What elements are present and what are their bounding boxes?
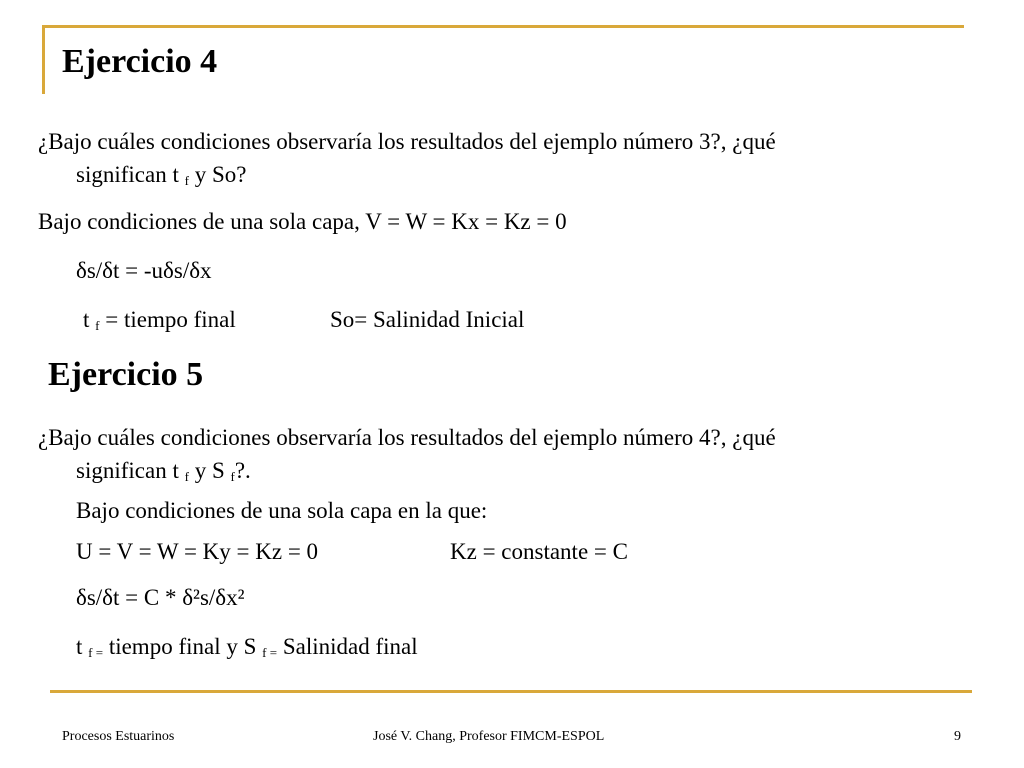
question-2-sub-f-1: f	[184, 469, 189, 484]
equation-2: δs/δt = C * δ²s/δx²	[76, 585, 245, 610]
question-1-text-b: y So?	[188, 162, 247, 187]
definition-1-tf	[83, 306, 236, 334]
conditions-2-a: U = V = W = Ky = Kz = 0	[76, 539, 319, 564]
definition-2-text-a: tiempo final y S	[103, 634, 263, 659]
question-2-sub-f-2: f	[230, 469, 235, 484]
conditions-2-b: Kz = constante = C	[450, 539, 628, 564]
definition-1-t: t	[83, 307, 96, 332]
definition-2-t: t	[76, 634, 89, 659]
top-accent-line	[42, 25, 964, 28]
question-1-line-2	[76, 161, 246, 189]
question-2-text-c: ?.	[234, 458, 251, 483]
definition-2-text-b: Salinidad final	[277, 634, 418, 659]
question-1-text-a: significan t	[76, 162, 185, 187]
definition-1-text: = tiempo final	[99, 307, 236, 332]
definition-2-sub-f-1: f =	[88, 645, 104, 660]
definition-1-so: So= Salinidad Inicial	[330, 307, 525, 332]
footer-author: José V. Chang, Profesor FIMCM-ESPOL	[373, 729, 605, 744]
definition-1-sub-f: f	[95, 318, 100, 333]
question-2-line-2	[76, 457, 251, 485]
bottom-accent-line	[50, 690, 972, 693]
footer-page-number: 9	[954, 729, 961, 744]
equation-1: δs/δt = -uδs/δx	[76, 258, 212, 283]
question-1-sub-f: f	[184, 173, 189, 188]
question-2-text-a: significan t	[76, 458, 185, 483]
title-ejercicio-5: Ejercicio 5	[48, 356, 204, 393]
left-accent-line	[42, 26, 45, 94]
question-2-line-1: ¿Bajo cuáles condiciones observaría los resultados del ejemplo número 4?, ¿qué	[38, 425, 776, 450]
title-ejercicio-4: Ejercicio 4	[62, 43, 218, 80]
footer-course: Procesos Estuarinos	[62, 729, 175, 744]
answer-1: Bajo condiciones de una sola capa, V = W = Kx = Kz = 0	[38, 209, 567, 234]
definition-2-sub-f-2: f =	[262, 645, 278, 660]
definition-2	[76, 633, 418, 661]
question-2-text-b: y S	[188, 458, 231, 483]
question-1-line-1: ¿Bajo cuáles condiciones observaría los resultados del ejemplo número 3?, ¿qué	[38, 129, 776, 154]
answer-2: Bajo condiciones de una sola capa en la que:	[76, 498, 488, 523]
